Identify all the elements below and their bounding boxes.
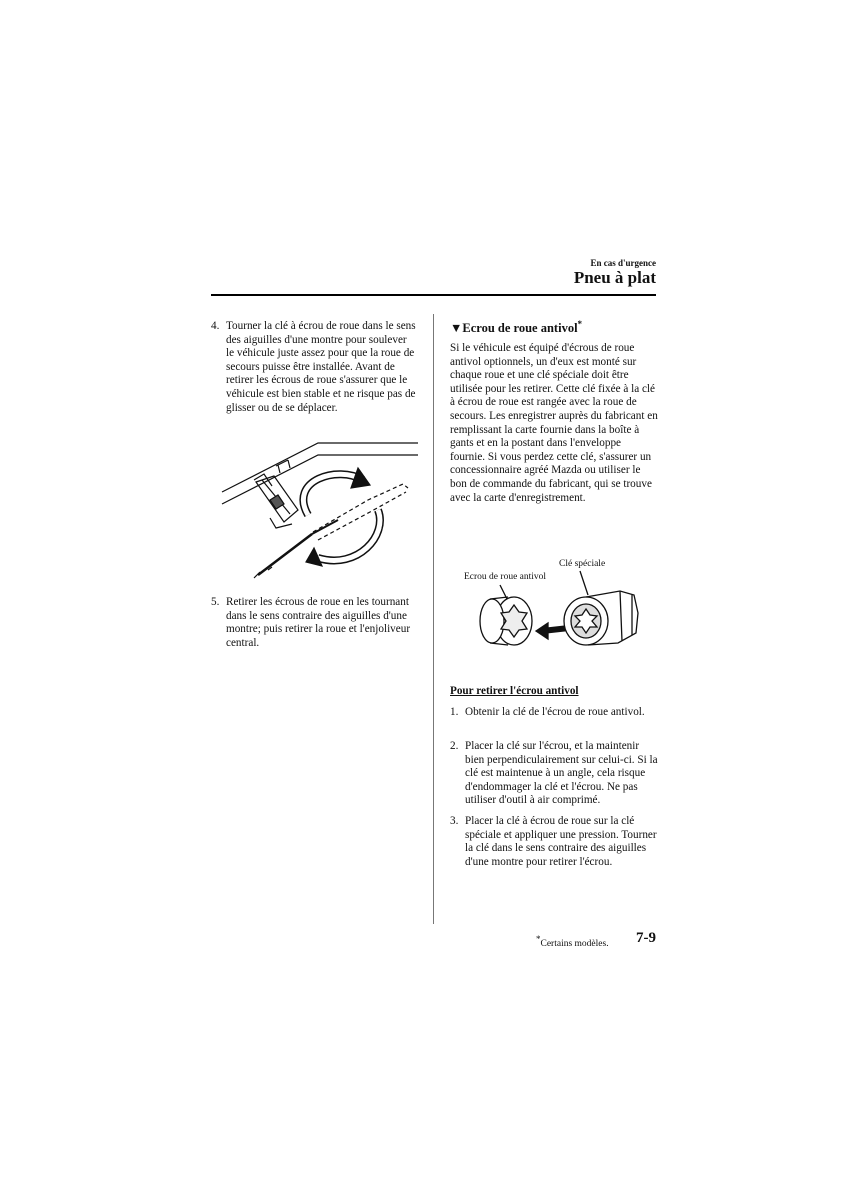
step-3 (450, 815, 658, 869)
antitheft-nut-illustration (470, 565, 650, 650)
step-4 (211, 320, 416, 415)
step-number: 1. (450, 706, 459, 718)
step-2 (450, 740, 658, 808)
step-text: Placer la clé à écrou de roue sur la clé spéciale et appliquer une pression. Tourner la clé dans le sens contraire des aiguilles d'une montre pour retirer l'écrou. (465, 815, 657, 868)
jack-illustration (218, 440, 418, 585)
triangle-marker-icon: ▼ (450, 321, 463, 336)
column-divider (433, 314, 434, 924)
step-1 (450, 706, 658, 720)
step-text: Retirer les écrous de roue en les tournant dans le sens contraire des aiguilles d'une montre; puis retirer la roue et l'enjoliveur central. (226, 596, 411, 649)
label-antitheft-nut: Ecrou de roue antivol (464, 572, 547, 582)
step-text: Obtenir la clé de l'écrou de roue antivol. (465, 706, 645, 718)
step-text: Placer la clé sur l'écrou, et la maintenir bien perpendiculairement sur celui-ci. Si la clé est maintenue à un angle, cela risque d'endommager la clé et l'écrou. Ne pas utiliser d'outil à air comprimé. (465, 740, 658, 807)
footnote-text: Certains modèles. (540, 939, 609, 950)
step-number: 3. (450, 815, 459, 827)
step-number: 5. (211, 596, 220, 608)
page-number: 7-9 (636, 930, 656, 946)
subheading-remove-nut: Pour retirer l'écrou antivol (450, 685, 579, 697)
step-5 (211, 596, 416, 650)
asterisk-icon: * (577, 319, 583, 329)
section-label: En cas d'urgence (590, 258, 656, 268)
step-number: 2. (450, 740, 459, 752)
header-rule (211, 294, 656, 296)
step-number: 4. (211, 320, 220, 332)
asterisk-icon: * (536, 934, 541, 944)
intro-paragraph: Si le véhicule est équipé d'écrous de roue antivol optionnels, un d'eux est monté sur chaque roue et une clé spéciale doit être utilisée pour les retirer. Cette clé fixée à la clé à écrou de roue est rangée avec la roue de secours. Les enregistrer auprès du fabricant en remplissant la carte fournie dans la boîte à gants et en la postant dans l'enveloppe fournie. Si vous perdez cette clé, s'assurer un concessionnaire agréé Mazda ou utiliser le bon de commande du fabricant, qui se trouve avec la carte d'enregistrement. (450, 342, 658, 504)
label-special-key: Clé spéciale (559, 559, 606, 569)
step-text: Tourner la clé à écrou de roue dans le sens des aiguilles d'une montre pour soulever le véhicule juste assez pour que la roue de secours puisse être installée. Avant de retirer les écrous de roue s'assurer que le véhicule est bien stable et ne risque pas de glisser ou de se déplacer. (226, 320, 416, 414)
section-heading-text: Ecrou de roue antivol (462, 321, 578, 336)
page-title: Pneu à plat (573, 268, 656, 287)
footnote (536, 934, 609, 949)
section-heading (450, 319, 582, 336)
